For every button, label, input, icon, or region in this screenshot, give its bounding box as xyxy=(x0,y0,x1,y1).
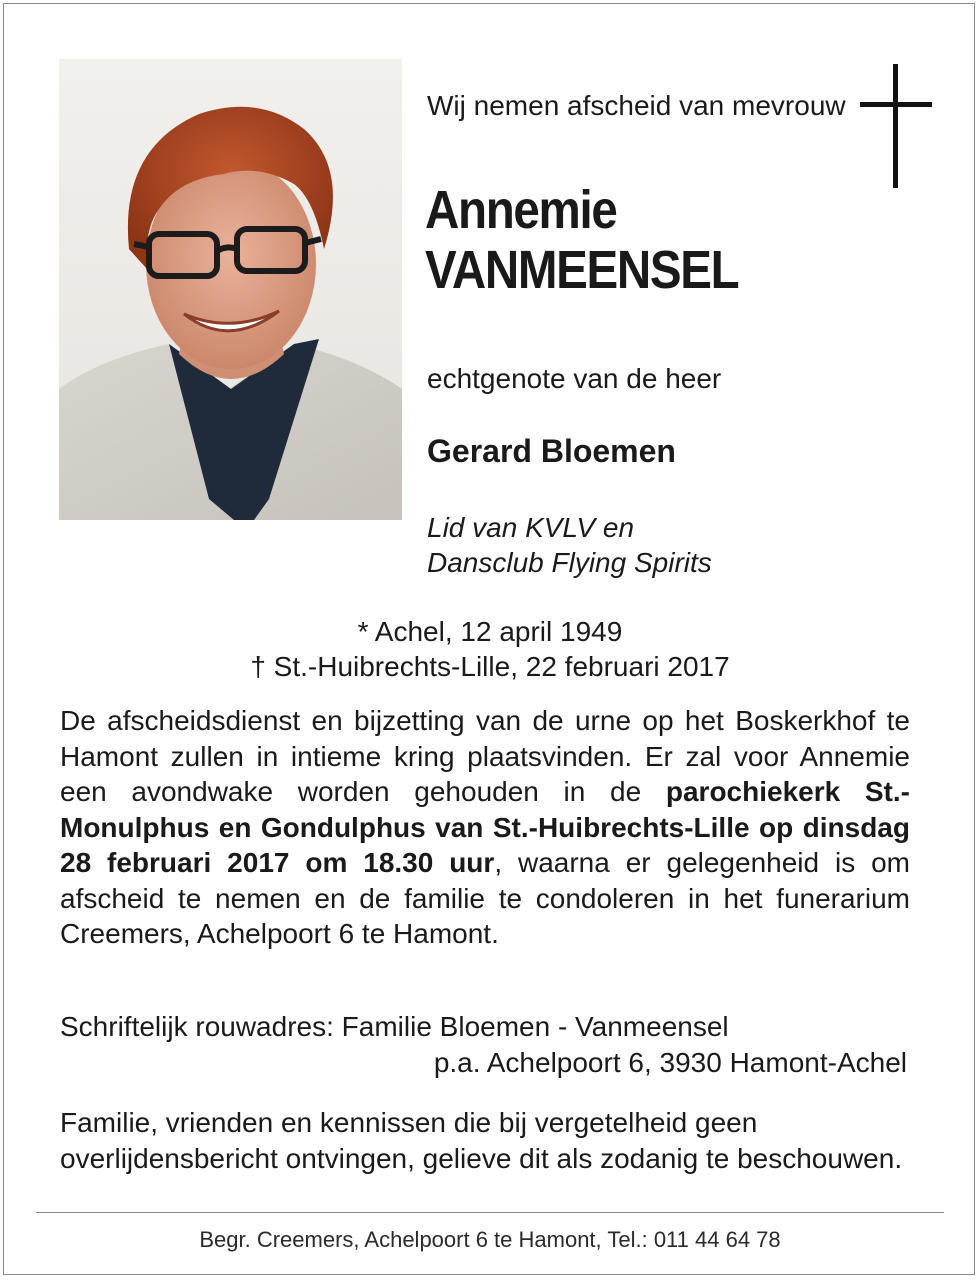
membership-line: Dansclub Flying Spirits xyxy=(427,547,712,578)
memberships xyxy=(427,510,712,580)
intro-text: Wij nemen afscheid van mevrouw xyxy=(427,90,846,121)
address-line: Schriftelijk rouwadres: Familie Bloemen - Vanmeensel xyxy=(60,1011,729,1042)
deceased-last-name: VANMEENSEL xyxy=(425,240,739,300)
service-text: , waarna er gelegenheid is om afscheid te nemen en de familie te condoleren in het funerarium Creemers, Achelpoort 6 te Hamont. xyxy=(60,847,910,949)
service-announcement xyxy=(60,703,910,952)
service-text: De afscheidsdienst en bijzetting van de urne op het Boskerkhof te Hamont zullen in intieme kring plaatsvinden. Er zal voor Annemie een avondwake worden gehouden in de xyxy=(60,705,910,807)
life-dates xyxy=(0,614,980,684)
wake-location-time: parochiekerk St.-Monulphus en Gondulphus van St.-Huibrechts-Lille op dinsdag 28 februari 2017 om 18.30 uur xyxy=(60,776,910,878)
deceased-name xyxy=(425,180,738,300)
portrait-photo xyxy=(59,59,402,520)
funeral-home-footer: Begr. Creemers, Achelpoort 6 te Hamont, Tel.: 011 44 64 78 xyxy=(199,1227,781,1252)
membership-line: Lid van KVLV en xyxy=(427,512,635,543)
death-date: † St.-Huibrechts-Lille, 22 februari 2017 xyxy=(250,651,730,682)
birth-date: * Achel, 12 april 1949 xyxy=(357,616,623,647)
spouse-label: echtgenote van de heer xyxy=(427,363,722,394)
closing-note: Familie, vrienden en kennissen die bij vergetelheid geen overlijdensbericht ontvingen, gelieve dit als zodanig te beschouwen. xyxy=(60,1107,903,1174)
address-line: p.a. Achelpoort 6, 3930 Hamont-Achel xyxy=(433,1047,907,1078)
footer-divider xyxy=(36,1212,944,1213)
cross-icon xyxy=(858,64,934,188)
spouse-name: Gerard Bloemen xyxy=(427,433,676,469)
mourning-address xyxy=(60,1009,910,1081)
deceased-first-name: Annemie xyxy=(425,180,617,240)
